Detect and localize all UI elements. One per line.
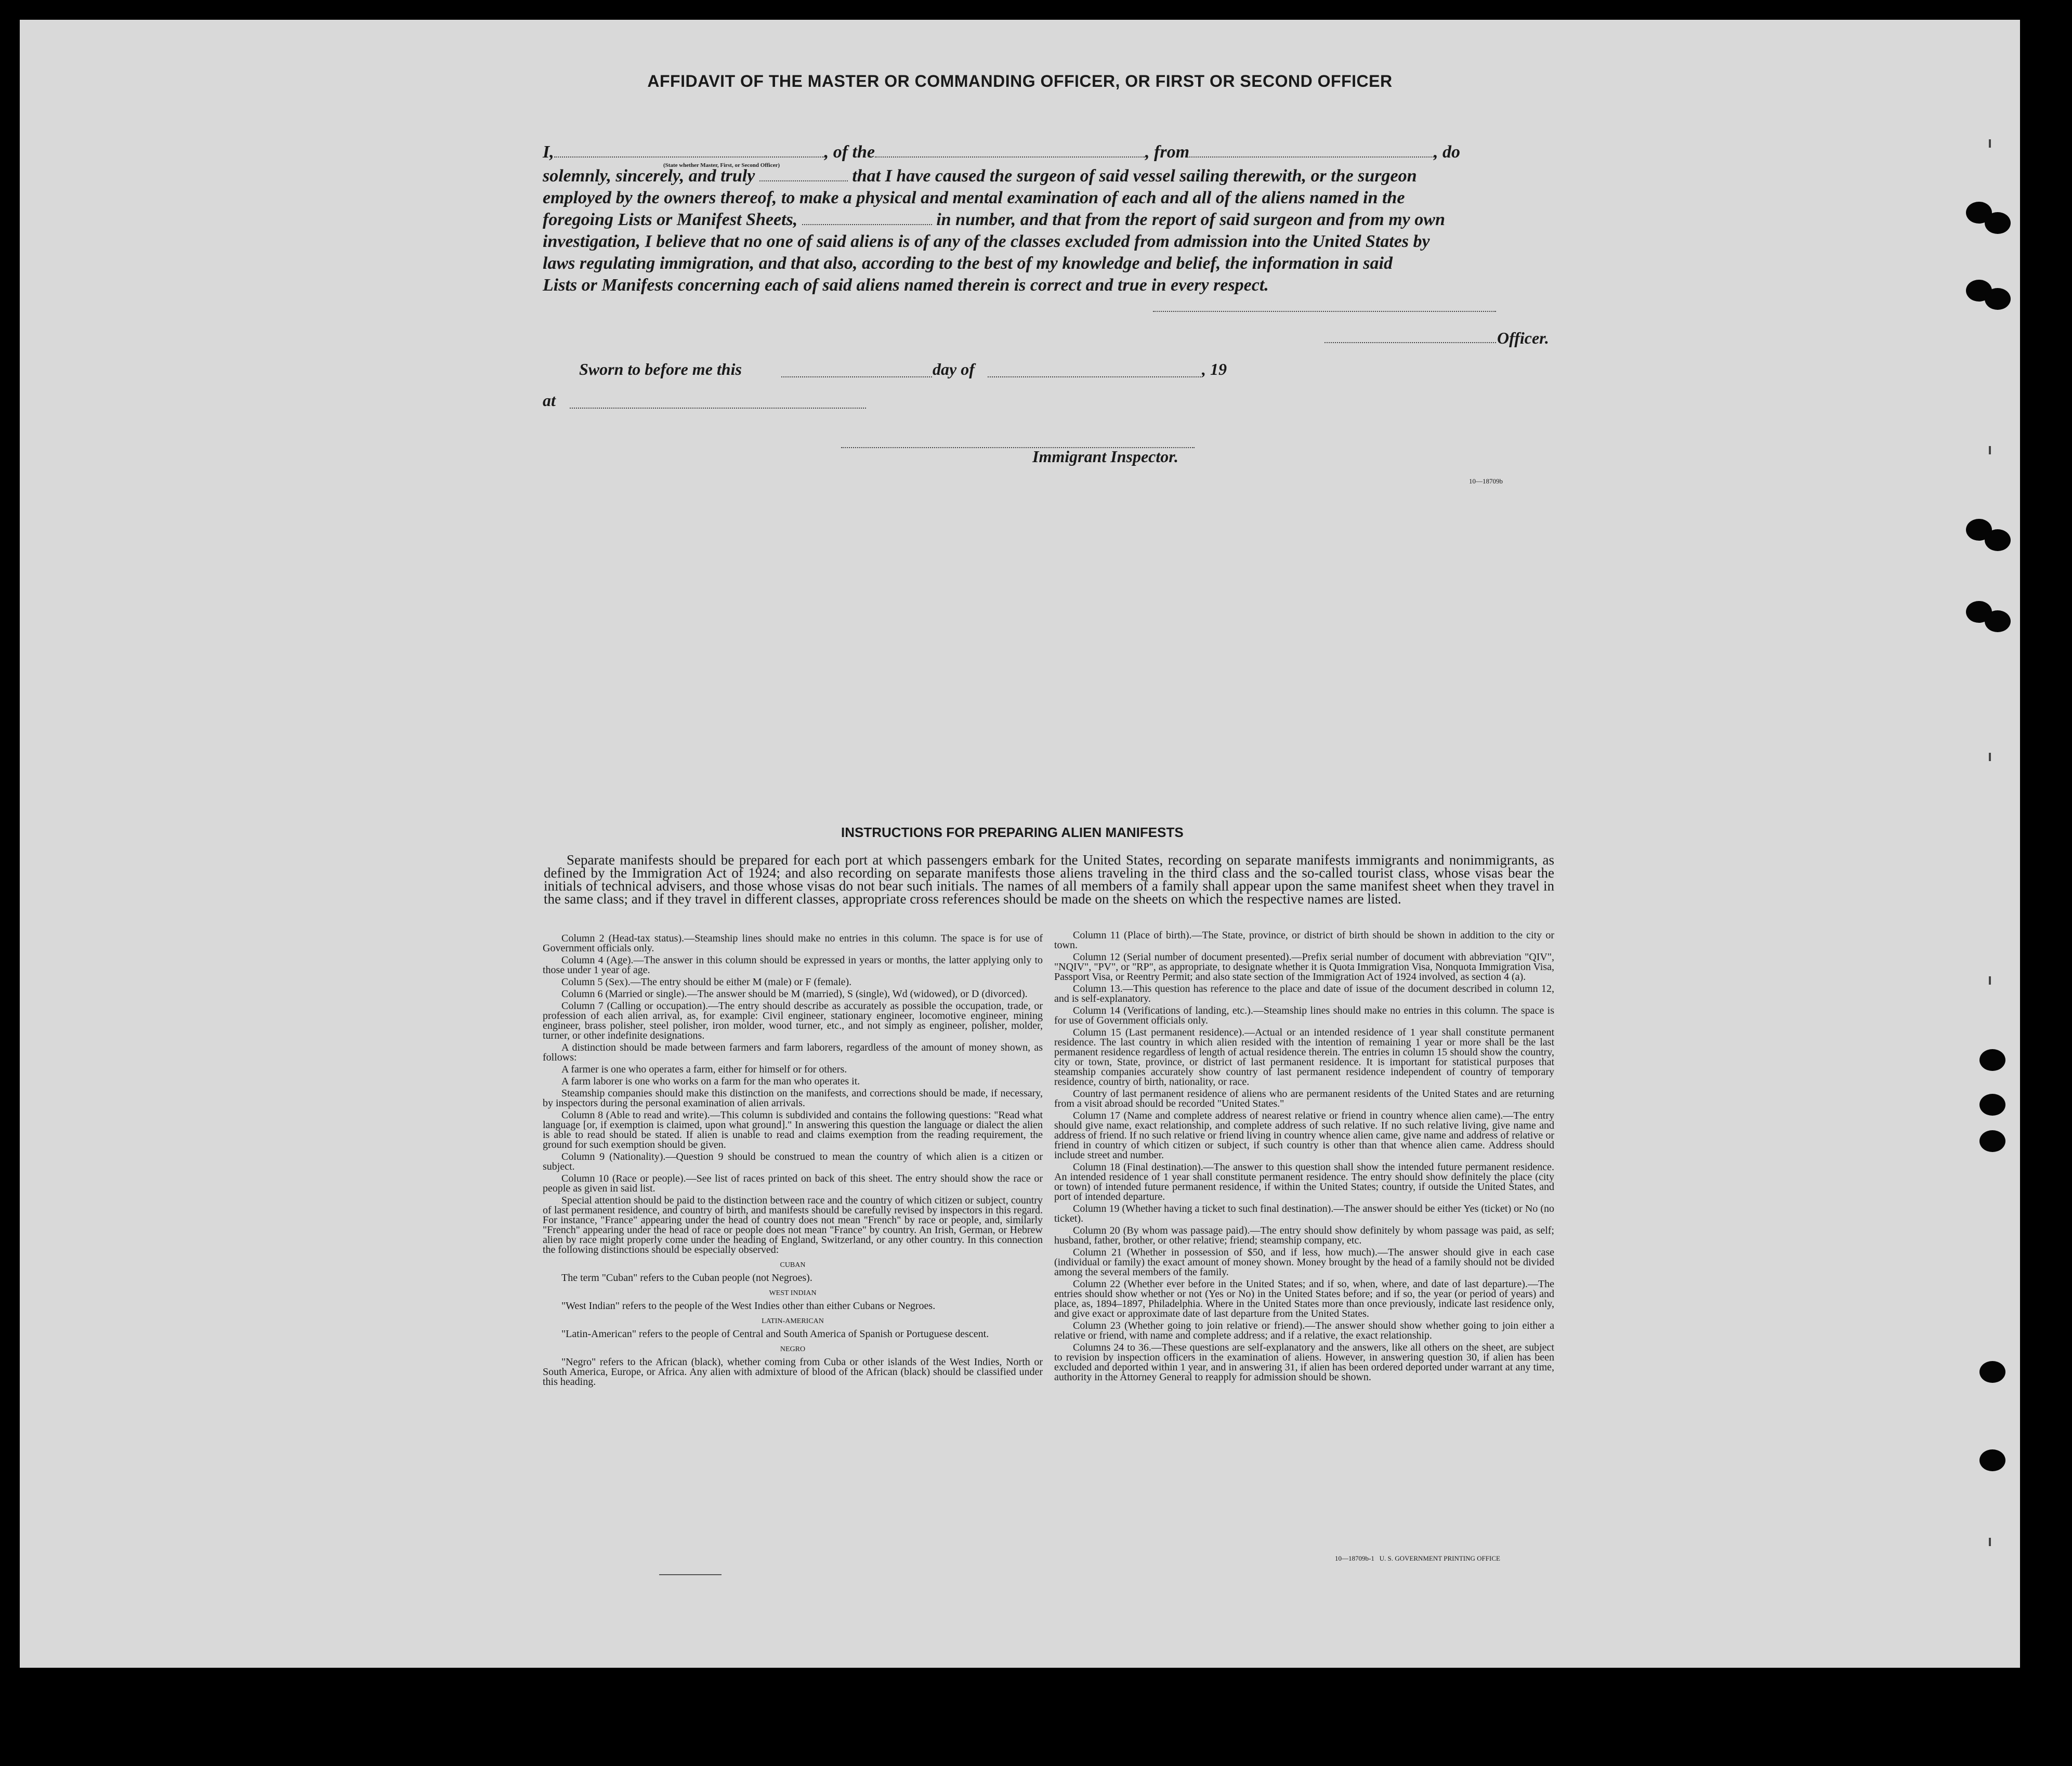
heading-negro: NEGRO	[780, 1345, 806, 1353]
affidavit-from: , from	[1145, 142, 1190, 162]
punch-hole	[1979, 1094, 2005, 1116]
instr-cuban: The term "Cuban" refers to the Cuban people (not Negroes).	[561, 1272, 812, 1284]
instr-farm-laborer: A farm laborer is one who works on a farm for the man who operates it.	[561, 1076, 860, 1087]
instr-column-21: Column 21 (Whether in possession of $50, and if less, how much).—The answer should give in each case (individual or family) the exact amount of money shown. Money brought by the head of a family should not be divided among the several members of the family.	[1054, 1247, 1554, 1278]
at-label: at	[543, 391, 556, 410]
officer-signature-line-2	[1324, 342, 1496, 343]
affidavit-of: , of the	[824, 142, 875, 162]
instr-column-9: Column 9 (Nationality).—Question 9 should be construed to mean the country of which alien is a citizen or subject.	[543, 1151, 1043, 1172]
heading-west-indian: WEST INDIAN	[769, 1289, 817, 1297]
officer-label: Officer.	[1497, 329, 1549, 347]
punch-hole	[1985, 610, 2011, 632]
sworn-day-line	[781, 376, 932, 377]
instr-column-14: Column 14 (Verifications of landing, etc.).—Steamship lines should make no entries in this column. The space is for use of Government officials only.	[1054, 1005, 1554, 1026]
instr-column-10: Column 10 (Race or people).—See list of races printed on back of this sheet. The entry should show the race or people as given in said list.	[543, 1173, 1043, 1194]
inspector-label: Immigrant Inspector.	[1032, 447, 1178, 466]
instr-column-15: Column 15 (Last permanent residence).—Actual or an intended residence of 1 year shall constitute permanent residence. The last country in which alien resided with the intention of remaining 1 year or more shall be the last permanent residence regardless of length of actual residence therein. The entries in column 15 should show the country, city or town, State, province, or district of last permanent residence. It is important for statistical purposes that steamship companies accurately show country of last permanent residence independent of country of temporary residence, country of birth, nationality, or race.	[1054, 1027, 1554, 1088]
sworn-month-line	[988, 376, 1201, 377]
instr-column-23: Column 23 (Whether going to join relative or friend).—The answer should show whether going to join either a relative or friend, with name and complete address; and if a relative, the exact relationship.	[1054, 1320, 1554, 1341]
instr-column-6: Column 6 (Married or single).—The answer should be M (married), S (single), Wd (widowed), or D (divorced).	[561, 988, 1028, 1000]
officer-rank-note: (State whether Master, First, or Second Officer)	[663, 162, 780, 168]
punch-hole	[1979, 1449, 2005, 1471]
instructions-right-column	[1054, 931, 1554, 1384]
punch-hole	[1979, 1130, 2005, 1152]
instructions-intro-text: Separate manifests should be prepared for each port at which passengers embark for the United States, recording on separate manifests immigrants and nonimmigrants, as defined by the Immigration Act of 1924; and also recording on separate manifests those aliens traveling in the third class and the so-called tourist class, whose visas bear the initials of technical advisers, and those whose visas do not bear such initials. The names of all members of a family shall appear upon the same manifest sheet when they travel in the same class; and if they travel in different classes, appropriate cross references should be made on the sheets on which the respective names are listed.	[544, 852, 1554, 907]
affidavit-line-3: employed by the owners thereof, to make a physical and mental examination of each and all of the aliens named in the	[543, 188, 1405, 207]
printer-credit: U. S. GOVERNMENT PRINTING OFFICE	[1379, 1554, 1500, 1562]
instr-farmer-distinction: A distinction should be made between farmers and farm laborers, regardless of the amount of money shown, as follows:	[543, 1042, 1043, 1063]
affidavit-line-1	[543, 142, 1551, 162]
affidavit-line-5: investigation, I believe that no one of said aliens is of any of the classes excluded from admission into the United States by	[543, 232, 1430, 251]
instr-column-13: Column 13.—This question has reference to the place and date of issue of the document described in column 12, and is self-explanatory.	[1054, 983, 1554, 1004]
instr-column-12: Column 12 (Serial number of document presented).—Prefix serial number of document with abbreviation "QIV", "NQIV", "PV", or "RP", as appropriate, to designate whether it is Quota Immigration Visa, Nonquota Immigration Visa, Passport Visa, or Reentry Permit; and also state section of the Immigration Act of 1924 involved, as section 4 (a).	[1054, 951, 1554, 983]
instructions-left-column	[543, 934, 1043, 1389]
affidavit-line-4	[543, 210, 1551, 230]
instr-columns-24-36: Columns 24 to 36.—These questions are self-explanatory and the answers, like all others on the sheet, are subject to revision by inspection officers in the examination of aliens. However, in answering question 30, if alien has been excluded and deported within 1 year, and in answering 31, if alien has been ordered deported under warrant at any time, authority in the Attorney General to reapply for admission should be shown.	[1054, 1342, 1554, 1383]
instructions-title: INSTRUCTIONS FOR PREPARING ALIEN MANIFESTS	[841, 825, 1184, 840]
instr-column-20: Column 20 (By whom was passage paid).—The entry should show definitely by whom passage was paid, as self; husband, father, brother, or other relative; friend; steamship company, etc.	[1054, 1225, 1554, 1246]
affidavit-i: I,	[543, 142, 554, 162]
instr-steamship-distinction: Steamship companies should make this distinction on the manifests, and corrections should be made, if necessary, by inspectors during the personal examination of alien arrivals.	[543, 1088, 1043, 1109]
heading-cuban: CUBAN	[780, 1261, 806, 1269]
edge-mark	[1989, 1538, 1991, 1546]
affidavit-solemnly: solemnly, sincerely, and truly	[543, 166, 755, 186]
instr-column-22: Column 22 (Whether ever before in the United States; and if so, when, where, and date of last departure).—The entries should show whether or not (Yes or No) in the United States before; and if so, the year (or period of years) and place, as, 1894–1897, Philadelphia. Where in the United States more than once previously, indicate last residence only, and give exact or approximate date of last departure from the United States.	[1054, 1278, 1554, 1319]
manifest-sheet	[20, 20, 2020, 1668]
instructions-form-number	[1335, 1554, 1500, 1563]
edge-mark	[1989, 753, 1991, 761]
instr-latin-american: "Latin-American" refers to the people of Central and South America of Spanish or Portuguese descent.	[561, 1328, 989, 1340]
sworn-label: Sworn to before me this	[579, 360, 742, 378]
punch-hole	[1979, 1361, 2005, 1383]
affidavit-line-2	[543, 166, 1551, 186]
affidavit-in-number: in number, and that from the report of said surgeon and from my own	[936, 210, 1445, 229]
at-line	[570, 408, 866, 409]
punch-hole	[1985, 288, 2011, 310]
instr-west-indian: "West Indian" refers to the people of the West Indies other than either Cubans or Negroes.	[561, 1300, 936, 1312]
affidavit-line-6: laws regulating immigration, and that also, according to the best of my knowledge and belief, the information in said	[543, 254, 1393, 273]
instr-column-4: Column 4 (Age).—The answer in this column should be expressed in years or months, the latter applying only to those under 1 year of age.	[543, 954, 1043, 976]
instructions-intro	[544, 854, 1554, 906]
affidavit-foregoing: foregoing Lists or Manifest Sheets,	[543, 210, 798, 229]
edge-mark	[1989, 139, 1991, 148]
instr-farmer: A farmer is one who operates a farm, either for himself or for others.	[561, 1064, 847, 1075]
instr-column-19: Column 19 (Whether having a ticket to such final destination).—The answer should be either Yes (ticket) or No (no ticket).	[1054, 1203, 1554, 1224]
affidavit-surgeon: that I have caused the surgeon of said vessel sailing therewith, or the surgeon	[852, 166, 1417, 186]
affidavit-form-number: 10—18709b	[1469, 477, 1503, 485]
day-of-label: day of	[933, 360, 975, 378]
punch-hole	[1985, 212, 2011, 234]
instr-column-7: Column 7 (Calling or occupation).—The entry should describe as accurately as possible the occupation, trade, or profession of each alien arrival, as, for example: Civil engineer, stationary engineer, locomotive engineer, mining engineer, brass polisher, steel polisher, iron molder, wood turner, etc., and not simply as engineer, polisher, molder, turner, or other indefinite designations.	[543, 1000, 1043, 1041]
instr-column-2: Column 2 (Head-tax status).—Steamship lines should make no entries in this column. The space is for use of Government officials only.	[543, 933, 1043, 954]
instr-column-5: Column 5 (Sex).—The entry should be either M (male) or F (female).	[561, 976, 852, 988]
affidavit-do: , do	[1434, 142, 1461, 162]
edge-mark	[1989, 976, 1991, 985]
instr-column-11: Column 11 (Place of birth).—The State, province, or district of birth should be shown in addition to the city or town.	[1054, 930, 1554, 951]
instr-country-residence: Country of last permanent residence of aliens who are permanent residents of the United States and are returning from a visit abroad should be recorded "United States."	[1054, 1088, 1554, 1109]
year-label: , 19	[1202, 360, 1227, 378]
punch-hole	[1979, 1049, 2005, 1071]
instr-column-8: Column 8 (Able to read and write).—This column is subdivided and contains the following questions: "Read what language [or, if exemption is claimed, upon what ground]." In answering this question the language or dialect the alien is able to read should be stated. If alien is unable to read and claims exemption from the reading requirement, the ground for such exemption should be given.	[543, 1109, 1043, 1150]
instr-negro: "Negro" refers to the African (black), whether coming from Cuba or other islands of the West Indies, North or South America, Europe, or Africa. Any alien with admixture of blood of the African (black) should be classified under this heading.	[543, 1356, 1043, 1388]
affidavit-title: AFFIDAVIT OF THE MASTER OR COMMANDING OFFICER, OR FIRST OR SECOND OFFICER	[647, 72, 1393, 90]
instr-column-17: Column 17 (Name and complete address of nearest relative or friend in country whence alien came).—The entry should give name, exact relationship, and complete address of such relative. If no such relative living, give name and address of friend. If no such relative or friend living in country whence alien came, give name and address of relative or friend in country of which citizen or subject, if such country is other than that whence alien came. Address should include street and number.	[1054, 1110, 1554, 1161]
instr-column-18: Column 18 (Final destination).—The answer to this question shall show the intended future permanent residence. An intended residence of 1 year shall constitute permanent residence. The entry should show definitely the place (city or town) of intended future permanent residence, if within the United States; country, if outside the United States, and port of intended departure.	[1054, 1161, 1554, 1202]
heading-latin-american: LATIN-AMERICAN	[762, 1317, 824, 1325]
instr-special-attention: Special attention should be paid to the distinction between race and the country of which citizen or subject, country of last permanent residence, and country of birth, and manifests should be carefully revised by inspectors in this regard. For instance, "France" appearing under the head of country does not mean "French" by race or people, and, similarly "French" appearing under the head of race or people does not mean "France" by country. An Irish, German, or Hebrew alien by race might properly come under the heading of England, Switzerland, or any other country. In this connection the following distinctions should be especially observed:	[543, 1195, 1043, 1255]
edge-mark	[1989, 446, 1991, 454]
officer-signature-line-1	[1153, 311, 1496, 312]
instructions-form-code: 10—18709b-1	[1335, 1554, 1374, 1562]
affidavit-line-7: Lists or Manifests concerning each of said aliens named therein is correct and true in every respect.	[543, 276, 1269, 295]
left-column-end-rule	[659, 1574, 722, 1575]
punch-hole	[1985, 529, 2011, 551]
